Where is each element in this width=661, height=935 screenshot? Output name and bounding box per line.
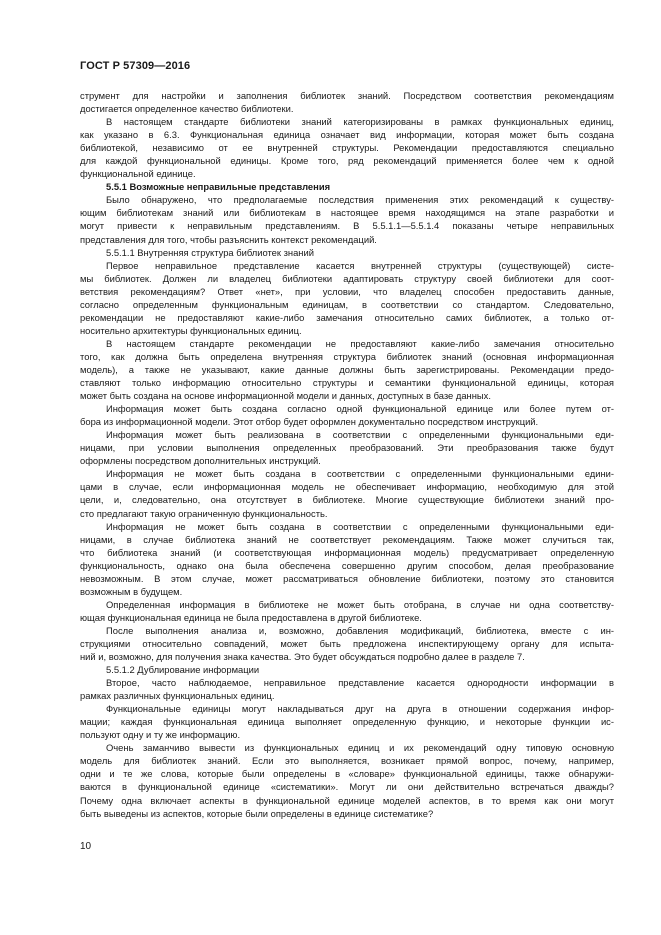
- text-line: Информация может быть создана согласно одной функциональной единице или более путем от-: [106, 403, 614, 415]
- paragraph: [80, 337, 614, 402]
- paragraph: [80, 702, 614, 741]
- text-line: функциональность, однако она была обеспечена совершенно другим способом, делая преобразование: [80, 559, 614, 571]
- text-line: могут привести к неправильным представлениям. В 5.5.1.1—5.5.1.4 показаны четыре неправильных: [80, 220, 614, 232]
- text-line: ветствия рекомендациям? Ответ «нет», при условии, что владелец способен предоставить данные,: [80, 285, 614, 297]
- text-line: цами в случае, если информационная модель не обеспечивает информацию, необходимую для этой: [80, 481, 614, 493]
- text-line: модель), а также не указывают, какие данные должны быть зарегистрированы. Рекомендации предо-: [80, 363, 614, 375]
- text-line: струкциями относительно совпадений, может быть предложена инспектирующему органу для испыта-: [80, 637, 614, 649]
- text-line: струмент для настройки и заполнения библиотек знаний. Посредством соответствия рекомендациям: [80, 90, 614, 101]
- subsection-heading: [80, 246, 614, 259]
- text-line: Информация может быть реализована в соответствии с определенными функциональными еди-: [106, 429, 614, 441]
- text-line: невозможным. В этом случае, может рассматриваться обновление библиотеки, поэтому это становится: [80, 572, 614, 584]
- text-line: 5.5.1.1 Внутренняя структура библиотек знаний: [106, 246, 314, 258]
- text-line: В настоящем стандарте рекомендации не предоставляют какие-либо замечания относительно: [106, 337, 614, 349]
- text-line: Очень заманчиво вывести из функциональных единиц и их рекомендаций одну типовую основную: [106, 742, 614, 754]
- text-line: сто предлагают такую ограниченную функциональность.: [80, 507, 328, 519]
- text-line: Было обнаружено, что предполагаемые последствия применения этих рекомендаций к существу-: [106, 194, 614, 206]
- paragraph: [80, 598, 614, 624]
- text-line: Почему одна включает аспекты в функциональной единице моделей аспектов, в то время как они могут: [80, 794, 614, 806]
- paragraph: [80, 741, 614, 819]
- paragraph: [80, 259, 614, 337]
- text-line: одни и те же слова, которые были определены в «словаре» функциональной единицы, также обнаружи-: [80, 768, 614, 780]
- text-line: может быть создана на основе информационной модели и данных, доступных в базе данных.: [80, 390, 491, 402]
- text-line: что библиотека знаний (и соответствующая информационная модель) предусматривает определенную: [80, 546, 614, 558]
- text-line: того, как должна быть определена внутренняя структура библиотек знаний (основная информационная: [80, 350, 614, 362]
- text-line: для каждой функциональной единицы. Кроме того, ряд рекомендаций применяется более чем к одной: [80, 155, 614, 167]
- text-line: достигается определенное качество библиотеки.: [80, 103, 294, 115]
- paragraph: [80, 520, 614, 598]
- text-line: ющая функциональная единица не была предоставлена в другой библиотеке.: [80, 611, 422, 623]
- text-line: функциональной единице.: [80, 168, 196, 180]
- paragraph: [80, 89, 614, 115]
- text-line: быть выведены из аспектов, которые были определены в единице систематике?: [80, 807, 434, 819]
- text-line: Первое неправильное представление касается внутренней структуры (существующей) систе-: [106, 259, 614, 271]
- text-line: рамках различных функциональных единиц.: [80, 690, 275, 702]
- text-line: После выполнения анализа и, возможно, добавления модификаций, библиотека, вместе с ин-: [106, 624, 614, 636]
- text-line: Информация не может быть создана в соответствии с определенными функциональными еди-: [106, 520, 614, 532]
- text-line: ницами, в случае библиотека знаний не соответствует рекомендациям. Также может случиться так,: [80, 533, 614, 545]
- text-line: возможным в будущем.: [80, 585, 183, 597]
- text-line: ницами, при условии выполнения определенных преобразований. Эти преобразования также будут: [80, 442, 614, 454]
- text-line: согласно определенным функциональным единицам, в соответствии со стандартом. Следовательно,: [80, 298, 614, 310]
- text-line: В настоящем стандарте библиотеки знаний категоризированы в рамках функциональных единиц,: [106, 116, 614, 128]
- subsection-heading: [80, 663, 614, 676]
- section-heading: [80, 180, 614, 193]
- text-line: рекомендации не предоставляют какие-либо замечания относительно самих библиотек, а только от-: [80, 311, 614, 323]
- paragraph: [80, 115, 614, 180]
- paragraph: [80, 624, 614, 663]
- text-line: Информация не может быть создана в соответствии с определенными функциональными едини-: [106, 468, 614, 480]
- paragraph: [80, 193, 614, 245]
- paragraph: [80, 676, 614, 702]
- document-body: [80, 89, 614, 820]
- text-line: ставляют только информацию относительно структуры и семантики функциональной единицы, которая: [80, 377, 614, 389]
- page-number: 10: [80, 841, 92, 852]
- text-line: ний и, возможно, для получения знака качества. Это будет обсуждаться подробно далее в разделе 7.: [80, 651, 525, 663]
- text-line: ющим библиотекам знаний или библиотекам в настоящее время находящимся на этапе разработки и: [80, 207, 614, 219]
- paragraph: [80, 402, 614, 428]
- text-line: Функциональные единицы могут накладываться друг на друга в отношении содержания инфор-: [106, 703, 614, 715]
- text-line: цели, и, следовательно, она отсутствует в библиотеке. Многие существующие библиотеки знаний про-: [80, 494, 614, 506]
- paragraph: [80, 467, 614, 519]
- text-line: как указано в 6.3. Функциональная единица означает вид информации, которая может быть создана: [80, 129, 614, 141]
- text-line: 5.5.1.2 Дублирование информации: [106, 664, 260, 676]
- text-line: ваются в функциональной единице «систематики». Могут ли они действительно встречаться дважды?: [80, 781, 614, 793]
- text-line: пользуют одну и ту же информацию.: [80, 729, 241, 741]
- text-line: Второе, часто наблюдаемое, неправильное представление касается однородности информации в: [106, 677, 614, 689]
- text-line: библиотекой, независимо от ее внутренней структуры. Рекомендации предоставляются специально: [80, 142, 614, 154]
- paragraph: [80, 428, 614, 467]
- text-line: оформлены посредством дополнительных инструкций.: [80, 455, 321, 467]
- text-line: мации; каждая функциональная единица выполняет определенную функцию, и некоторые функции ис-: [80, 716, 614, 728]
- text-line: бора из информационной модели. Этот отбор будет оформлен документально посредством инструкций.: [80, 416, 539, 428]
- text-line: носительно архитектуры функциональных единиц.: [80, 324, 302, 336]
- text-line: Определенная информация в библиотеке не может быть отобрана, в случае ни одна соответству-: [106, 598, 614, 610]
- text-line: представления для того, чтобы разъяснить контекст рекомендаций.: [80, 233, 377, 245]
- text-line: модель для библиотек знаний. Если это выполняется, возникает прямой вопрос, почему, например,: [80, 755, 614, 767]
- text-line: мы библиотек. Должен ли владелец библиотеки адаптировать структуру своей библиотеки для соот-: [80, 272, 614, 284]
- document-header: ГОСТ Р 57309—2016: [80, 60, 191, 72]
- text-line: 5.5.1 Возможные неправильные представления: [106, 181, 331, 193]
